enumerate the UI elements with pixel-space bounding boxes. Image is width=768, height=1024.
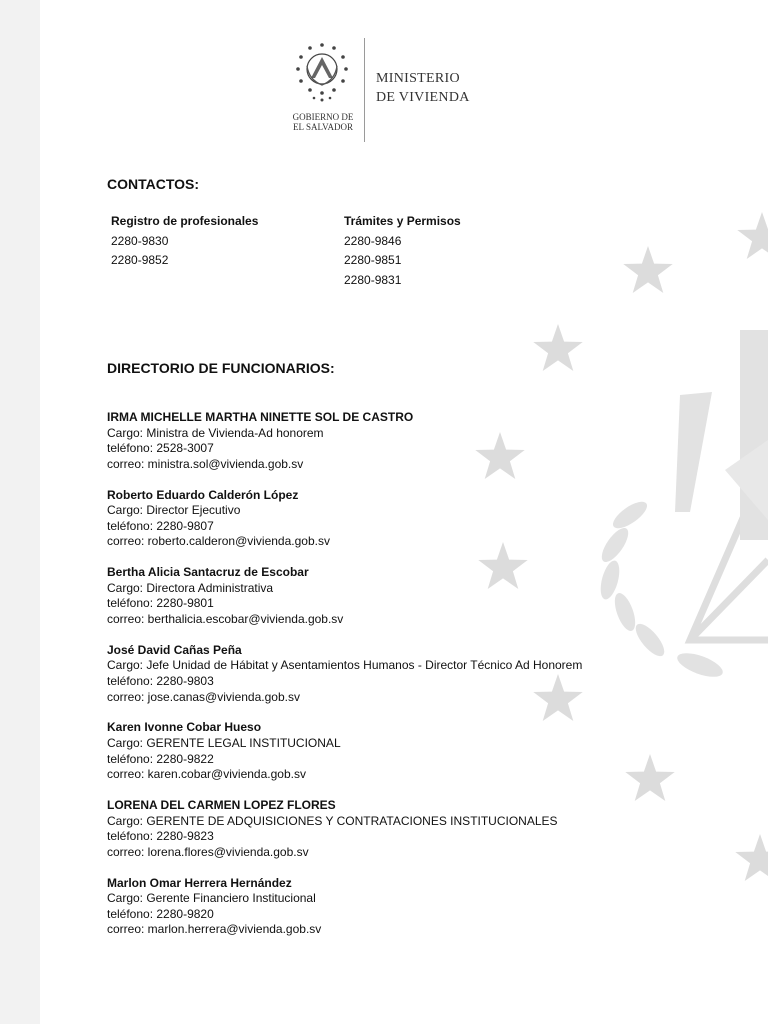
official-cargo: Cargo: Gerente Financiero Institucional bbox=[107, 891, 316, 906]
registro-column bbox=[111, 212, 258, 271]
official-phone: teléfono: 2528-3007 bbox=[107, 441, 214, 456]
official-phone: teléfono: 2280-9820 bbox=[107, 906, 214, 921]
ministry-line-2: DE VIVIENDA bbox=[376, 90, 470, 105]
tramites-heading: Trámites y Permisos bbox=[344, 214, 461, 228]
registro-phone: 2280-9830 bbox=[111, 233, 169, 248]
official-name: José David Cañas Peña bbox=[107, 642, 242, 657]
official-phone: teléfono: 2280-9807 bbox=[107, 518, 214, 533]
official-email: correo: karen.cobar@vivienda.gob.sv bbox=[107, 767, 306, 782]
el-salvador-coat-of-arms-icon bbox=[287, 38, 357, 108]
official-entry bbox=[107, 798, 747, 876]
official-cargo: Cargo: Directora Administrativa bbox=[107, 580, 274, 595]
official-entry bbox=[107, 643, 747, 721]
official-email: correo: roberto.calderon@vivienda.gob.sv bbox=[107, 534, 330, 549]
official-cargo: Cargo: Jefe Unidad de Hábitat y Asentamientos Humanos - Director Técnico Ad Honorem bbox=[107, 658, 583, 673]
official-name: Karen Ivonne Cobar Hueso bbox=[107, 720, 262, 735]
tramites-phone: 2280-9831 bbox=[344, 272, 402, 287]
tramites-phone: 2280-9846 bbox=[344, 233, 402, 248]
official-cargo: Cargo: GERENTE LEGAL INSTITUCIONAL bbox=[107, 735, 341, 750]
government-label bbox=[285, 112, 361, 132]
official-entry bbox=[107, 720, 747, 798]
registro-heading: Registro de profesionales bbox=[111, 214, 259, 228]
official-phone: teléfono: 2280-9803 bbox=[107, 673, 214, 688]
official-name: Marlon Omar Herrera Hernández bbox=[107, 875, 292, 890]
official-email: correo: ministra.sol@vivienda.gob.sv bbox=[107, 456, 304, 471]
tramites-column bbox=[344, 212, 461, 290]
official-cargo: Cargo: Ministra de Vivienda-Ad honorem bbox=[107, 425, 324, 440]
official-name: Bertha Alicia Santacruz de Escobar bbox=[107, 565, 309, 580]
official-phone: teléfono: 2280-9801 bbox=[107, 596, 214, 611]
contacts-title: CONTACTOS: bbox=[107, 176, 200, 192]
official-email: correo: lorena.flores@vivienda.gob.sv bbox=[107, 844, 309, 859]
gov-line-2: EL SALVADOR bbox=[293, 122, 353, 132]
official-cargo: Cargo: Director Ejecutivo bbox=[107, 503, 241, 518]
official-name: LORENA DEL CARMEN LOPEZ FLORES bbox=[107, 797, 336, 812]
official-email: correo: jose.canas@vivienda.gob.sv bbox=[107, 689, 300, 704]
official-email: correo: marlon.herrera@vivienda.gob.sv bbox=[107, 922, 322, 937]
official-entry bbox=[107, 565, 747, 643]
official-phone: teléfono: 2280-9822 bbox=[107, 751, 214, 766]
page-header bbox=[285, 38, 505, 148]
official-name: IRMA MICHELLE MARTHA NINETTE SOL DE CASTRO bbox=[107, 410, 414, 424]
header-divider bbox=[364, 38, 365, 142]
ministry-name bbox=[376, 69, 470, 107]
official-cargo: Cargo: GERENTE DE ADQUISICIONES Y CONTRATACIONES INSTITUCIONALES bbox=[107, 813, 558, 828]
gov-line-1: GOBIERNO DE bbox=[292, 112, 354, 122]
official-phone: teléfono: 2280-9823 bbox=[107, 829, 214, 844]
directory-list bbox=[107, 410, 747, 953]
official-name: Roberto Eduardo Calderón López bbox=[107, 487, 299, 502]
official-entry bbox=[107, 876, 747, 954]
registro-phone: 2280-9852 bbox=[111, 253, 169, 267]
ministry-line-1: MINISTERIO bbox=[376, 71, 460, 86]
official-entry bbox=[107, 488, 747, 566]
tramites-phone: 2280-9851 bbox=[344, 253, 402, 267]
official-email: correo: berthalicia.escobar@vivienda.gob.sv bbox=[107, 611, 344, 626]
official-entry bbox=[107, 410, 747, 488]
directory-title: DIRECTORIO DE FUNCIONARIOS: bbox=[107, 360, 335, 376]
